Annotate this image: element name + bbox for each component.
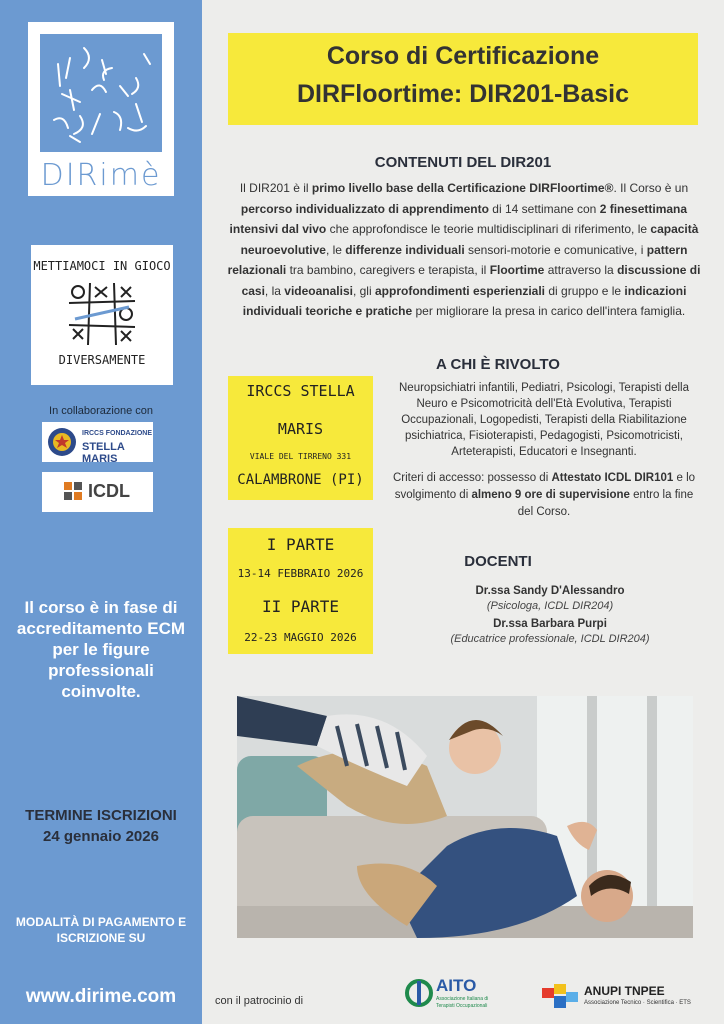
criteria-bold-run: almeno 9 ore di supervisione: [471, 489, 630, 501]
contents-bold-run: differenze individuali: [345, 242, 465, 257]
contents-bold-run: capacità neuroevolutive: [240, 222, 699, 257]
icdl-logo: [42, 472, 153, 512]
contents-bold-run: Floortime: [489, 263, 545, 277]
anupi-logo: [540, 980, 700, 1014]
aito-logo: [404, 976, 514, 1012]
contents-bold-run: 2 finesettimana intensivi dal vivo: [229, 201, 688, 236]
ecm-notice: Il corso è in fase di accreditamento ECM per le figure professionali coinvolte.: [16, 598, 186, 701]
deadline-label: TERMINE ISCRIZIONI: [25, 807, 177, 824]
contents-text-run: tra bambino, caregivers e terapista, il: [286, 263, 490, 277]
page-title-line1: Corso di Certificazione: [326, 42, 600, 70]
contents-text-run: Il DIR201 è il: [239, 181, 312, 195]
contents-text-run: . Il Corso è un: [613, 181, 689, 195]
venue-address: VIALE DEL TIRRENO 331: [249, 452, 352, 461]
tic-tac-toe-icon: [65, 279, 139, 349]
gioco-logo-bottom-text: DIVERSAMENTE: [58, 353, 146, 367]
contents-text-run: , le: [325, 242, 346, 257]
dirime-logo-text: DIRimè: [40, 158, 162, 193]
audience-heading: A CHI È RIVOLTO: [436, 356, 560, 373]
contents-bold-run: percorso individualizzato di apprendimento: [240, 201, 489, 216]
part2-label: II PARTE: [261, 597, 340, 616]
stella-maris-big-text: STELLA MARIS: [82, 441, 125, 465]
part1-date: 13-14 FEBBRAIO 2026: [237, 567, 364, 580]
criteria-text-run: e lo svolgimento di: [394, 472, 696, 501]
venue-line2: MARIS: [277, 420, 324, 438]
father-child-photo: [237, 696, 693, 938]
contents-text-run: , la: [264, 283, 285, 298]
contents-bold-run: videoanalisi: [284, 283, 353, 298]
deadline-date: 24 gennaio 2026: [43, 828, 159, 845]
teacher2-role: (Educatrice professionale, ICDL DIR204): [450, 633, 650, 645]
stella-maris-small-text: IRCCS FONDAZIONE: [82, 430, 152, 437]
contents-paragraph: [225, 178, 703, 322]
venue-city: CALAMBRONE (PI): [237, 472, 364, 488]
collaboration-label: In collaborazione con: [49, 405, 153, 417]
venue-line1: IRCCS STELLA: [246, 382, 355, 400]
anupi-sub-text: Associazione Tecnico · Scientifica · ETS: [584, 1000, 691, 1006]
part1-label: I PARTE: [266, 535, 335, 554]
criteria-text-run: Criteri di accesso: possesso di: [392, 472, 552, 484]
icdl-mark-icon: [64, 482, 84, 502]
website-link[interactable]: www.dirime.com: [25, 986, 177, 1007]
payment-info: MODALITÀ DI PAGAMENTO E ISCRIZIONE SU: [15, 915, 187, 945]
anupi-puzzle-icon: [540, 984, 580, 1010]
part2-date: 22-23 MAGGIO 2026: [244, 631, 357, 644]
contents-bold-run: pattern relazionali: [227, 242, 688, 277]
logo-pattern: [40, 34, 162, 152]
contents-bold-run: primo livello base della Certificazione DIRFloortime®: [311, 181, 614, 195]
page-title-line2: DIRFloortime: DIR201-Basic: [296, 80, 630, 108]
contents-bold-run: indicazioni individuali teoriche e pratiche: [242, 283, 687, 318]
gioco-logo: [30, 244, 174, 386]
criteria-text-run: entro la fine del Corso.: [517, 489, 694, 518]
contents-heading: CONTENUTI DEL DIR201: [374, 154, 552, 171]
contents-text-run: per migliorare la presa in carico dell'intera famiglia.: [412, 304, 686, 318]
teacher1-role: (Psicologa, ICDL DIR204): [486, 600, 614, 612]
aito-sub-line2: Terapisti Occupazionali: [436, 1003, 488, 1009]
access-criteria: [386, 470, 702, 521]
stella-maris-emblem-icon: [46, 426, 78, 458]
contents-text-run: di 14 settimane con: [488, 201, 600, 216]
contents-text-run: attraverso la: [544, 263, 618, 277]
aito-emblem-icon: [404, 978, 434, 1008]
audience-text: Neuropsichiatri infantili, Pediatri, Psicologi, Terapisti della Neuro e Psicomotricità dell'Età Evolutiva, Terapisti Occupazionali, Logopedisti, Terapisti della Riabilitazione psichiatrica, Fisioterapisti, Pedagogisti, Psicomotricisti, Arteterapisti, Educatori e Insegnanti.: [399, 382, 689, 458]
contents-text-run: di gruppo e le: [545, 283, 625, 298]
dirime-logo: [28, 22, 174, 196]
teachers-heading: DOCENTI: [464, 553, 532, 570]
contents-text-run: sensori-motorie e comunicative, i: [464, 242, 647, 257]
contents-bold-run: discussione di casi: [241, 263, 701, 298]
teacher1-name: Dr.ssa Sandy D'Alessandro: [475, 585, 625, 597]
anupi-text: ANUPI TNPEE: [584, 984, 665, 998]
stella-maris-logo: [42, 422, 153, 465]
teacher2-name: Dr.ssa Barbara Purpi: [493, 618, 607, 630]
contents-bold-run: approfondimenti esperienziali: [374, 283, 546, 298]
icdl-logo-text: ICDL: [88, 481, 130, 501]
gioco-logo-top-text: METTIAMOCI IN GIOCO: [33, 259, 171, 273]
aito-sub-line1: Associazione Italiana di: [436, 996, 489, 1002]
contents-text-run: , gli: [352, 283, 375, 298]
aito-text: AITO: [436, 976, 477, 995]
contents-text-run: che approfondisce le teorie multidisciplinari di riferimento, le: [326, 222, 651, 236]
criteria-bold-run: Attestato ICDL DIR101: [551, 472, 674, 484]
patronage-label: con il patrocinio di: [215, 995, 304, 1007]
